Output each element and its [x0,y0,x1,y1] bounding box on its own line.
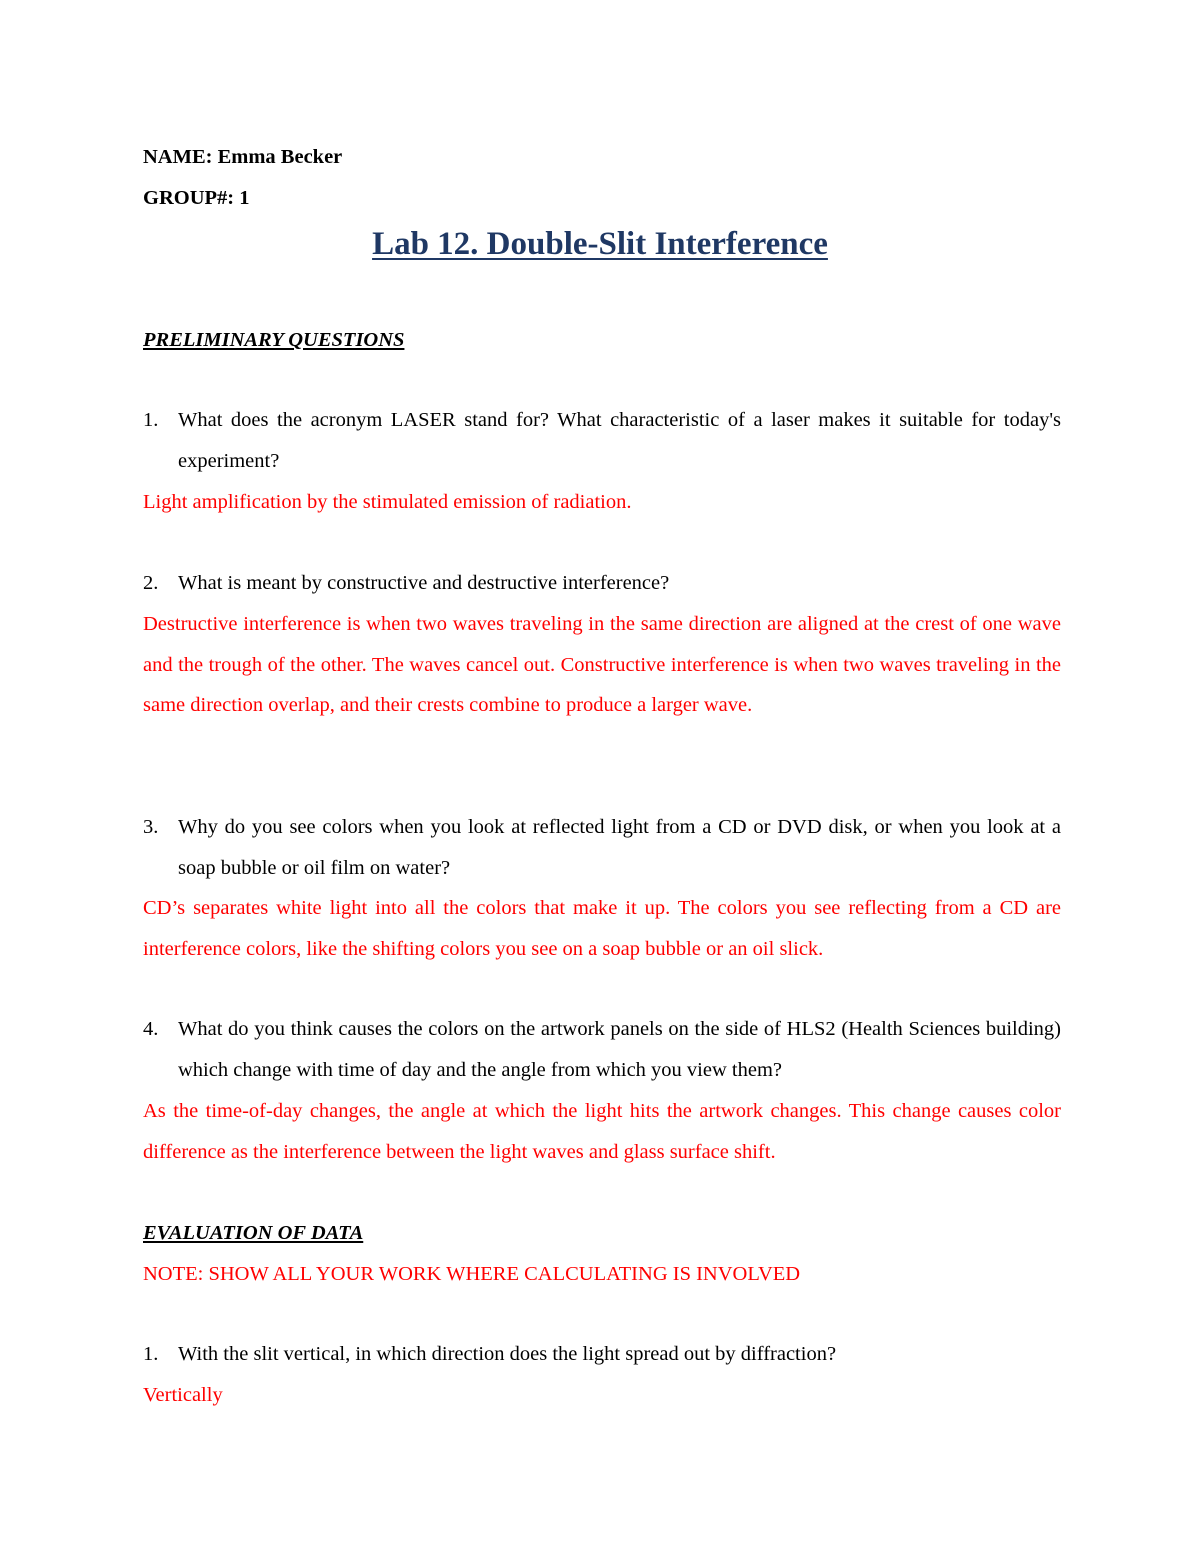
question-text: What do you think causes the colors on the artwork panels on the side of HLS2 (Health Sciences building) which change with time of day and the angle from which you view them? [178,1018,1061,1081]
group-line [143,186,249,210]
preliminary-answer-3: CD’s separates white light into all the colors that make it up. The colors you see reflecting from a CD are interference colors, like the shifting colors you see on a soap bubble or an oil slick. [143,897,1061,960]
preliminary-answer-4: As the time-of-day changes, the angle at which the light hits the artwork changes. This change causes color difference as the interference between the light waves and glass surface shift. [143,1100,1061,1163]
question-number: 1. [143,1343,159,1365]
preliminary-question-4 [143,1009,1061,1091]
preliminary-answer-2: Destructive interference is when two waves traveling in the same direction are aligned at the crest of one wave and the trough of the other. The waves cancel out. Constructive interference is when two waves traveling in the same direction overlap, and their crests combine to produce a larger wave. [143,613,1061,716]
preliminary-answer-1: Light amplification by the stimulated emission of radiation. [143,491,632,513]
question-number: 4. [143,1018,159,1040]
question-number: 3. [143,816,159,838]
name-label: NAME: [143,146,213,168]
evaluation-heading: EVALUATION OF DATA [143,1222,364,1244]
group-value: 1 [239,187,250,209]
preliminary-heading: PRELIMINARY QUESTIONS [143,329,405,351]
preliminary-question-3 [143,807,1061,889]
evaluation-answer-1: Vertically [143,1384,223,1406]
question-number: 1. [143,409,159,431]
name-value: Emma Becker [217,146,343,168]
page-title: Lab 12. Double-Slit Interference [372,226,828,262]
question-text: With the slit vertical, in which direction does the light spread out by diffraction? [178,1343,837,1365]
evaluation-note: NOTE: SHOW ALL YOUR WORK WHERE CALCULATING IS INVOLVED [143,1263,801,1285]
question-number: 2. [143,572,159,594]
evaluation-question-1 [143,1334,1061,1375]
question-text: What does the acronym LASER stand for? What characteristic of a laser makes it suitable for today's experiment? [178,409,1061,472]
group-label: GROUP#: [143,187,235,209]
preliminary-question-2 [143,563,1061,604]
question-text: Why do you see colors when you look at reflected light from a CD or DVD disk, or when you look at a soap bubble or oil film on water? [178,816,1061,879]
question-text: What is meant by constructive and destructive interference? [178,572,670,594]
preliminary-question-1 [143,400,1061,482]
name-line [143,145,342,169]
